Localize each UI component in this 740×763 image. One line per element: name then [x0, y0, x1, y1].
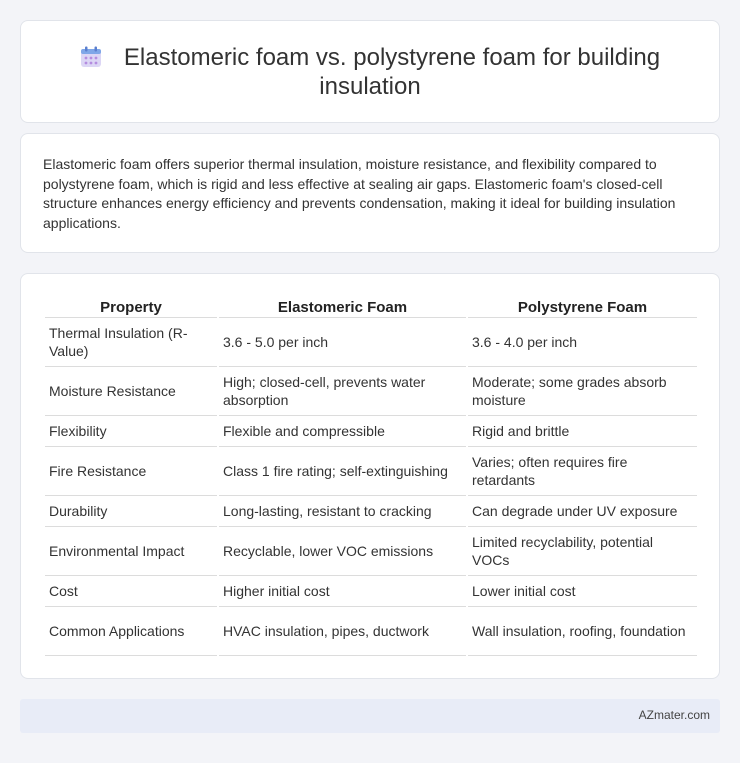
comparison-table	[43, 296, 699, 656]
header-property: Property	[45, 296, 217, 318]
page-title-wrap	[21, 43, 719, 101]
row-property: Fire Resistance	[45, 447, 217, 496]
row-property: Environmental Impact	[45, 527, 217, 576]
table-header-row	[45, 296, 697, 318]
row-property: Flexibility	[45, 416, 217, 447]
row-property: Common Applications	[45, 607, 217, 656]
row-polystyrene: Wall insulation, roofing, foundation	[468, 607, 697, 656]
row-polystyrene: Can degrade under UV exposure	[468, 496, 697, 527]
table-row	[45, 367, 697, 416]
summary-text: Elastomeric foam offers superior thermal insulation, moisture resistance, and flexibility compared to polystyrene foam, which is rigid and less effective at sealing air gaps. Elastomeric foam's closed-cell structure enhances energy efficiency and prevents condensation, making it ideal for building insulation applications.	[43, 156, 676, 231]
calendar-icon	[80, 46, 102, 68]
row-property: Durability	[45, 496, 217, 527]
row-elastomeric: Flexible and compressible	[219, 416, 466, 447]
row-elastomeric: HVAC insulation, pipes, ductwork	[219, 607, 466, 656]
footer-bar	[20, 699, 720, 733]
row-elastomeric: Long-lasting, resistant to cracking	[219, 496, 466, 527]
table-row	[45, 607, 697, 656]
row-polystyrene: 3.6 - 4.0 per inch	[468, 318, 697, 367]
table-row	[45, 576, 697, 607]
header-polystyrene: Polystyrene Foam	[468, 296, 697, 318]
table-row	[45, 447, 697, 496]
table-row	[45, 318, 697, 367]
row-elastomeric: Class 1 fire rating; self-extinguishing	[219, 447, 466, 496]
row-polystyrene: Rigid and brittle	[468, 416, 697, 447]
row-elastomeric: 3.6 - 5.0 per inch	[219, 318, 466, 367]
table-row	[45, 496, 697, 527]
row-elastomeric: Recyclable, lower VOC emissions	[219, 527, 466, 576]
table-row	[45, 416, 697, 447]
row-property: Thermal Insulation (R-Value)	[45, 318, 217, 367]
row-polystyrene: Limited recyclability, potential VOCs	[468, 527, 697, 576]
row-elastomeric: High; closed-cell, prevents water absorption	[219, 367, 466, 416]
table-row	[45, 527, 697, 576]
header-elastomeric: Elastomeric Foam	[219, 296, 466, 318]
page-title: Elastomeric foam vs. polystyrene foam for building insulation	[123, 44, 661, 100]
row-property: Cost	[45, 576, 217, 607]
title-card	[20, 20, 720, 123]
summary-card	[20, 133, 720, 253]
row-polystyrene: Moderate; some grades absorb moisture	[468, 367, 697, 416]
comparison-card	[20, 273, 720, 679]
row-polystyrene: Varies; often requires fire retardants	[468, 447, 697, 496]
row-elastomeric: Higher initial cost	[219, 576, 466, 607]
footer-site-link[interactable]: AZmater.com	[638, 708, 710, 722]
row-property: Moisture Resistance	[45, 367, 217, 416]
row-polystyrene: Lower initial cost	[468, 576, 697, 607]
